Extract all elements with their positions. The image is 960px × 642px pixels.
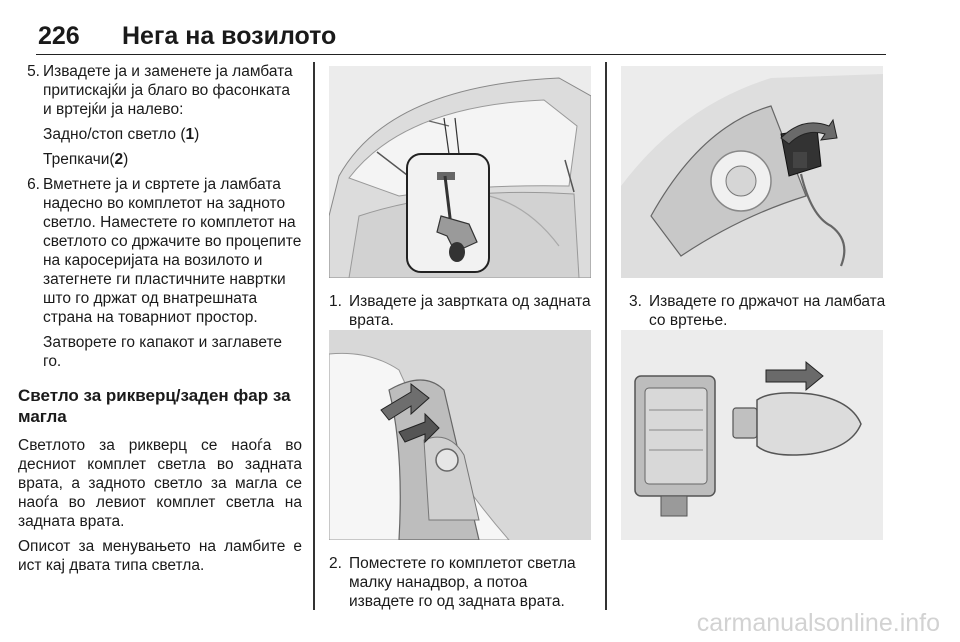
paragraph-location: Светлото за рикверц се наоѓа во десниот комплет светла во задната врата, а задното светло за магла се наоѓа во левиот комплет светла на задната врата.	[18, 437, 302, 530]
figure-3-caption	[629, 292, 891, 330]
paragraph-description: Описот за менувањето на ламбите е ист кај двата типа светла.	[18, 538, 302, 574]
step-5-sub-indicator	[18, 150, 302, 169]
caption-3-text: Извадете го држачот на ламбата со вртење.	[649, 293, 886, 329]
caption-3-number: 3.	[629, 293, 642, 310]
tail-light-label: Задно/стоп светло (	[43, 126, 186, 143]
tail-light-ref: 1	[185, 126, 195, 143]
light-unit-illustration	[329, 330, 591, 540]
tail-light-suffix: )	[194, 126, 200, 143]
column-divider-left	[313, 62, 315, 610]
caption-1-text: Извадете ја завртката од задната врата.	[349, 293, 591, 329]
bulb-illustration	[621, 330, 883, 540]
step-5-text: Извадете ја и заменете ја ламбата притискајќи ја благо во фасонката и вртејќи ја налево:	[43, 63, 293, 118]
caption-2-number: 2.	[329, 555, 342, 572]
bulb-holder-illustration	[621, 66, 883, 278]
section-heading: Светло за рикверц/заден фар за магла	[18, 386, 291, 426]
step-5-number: 5.	[27, 63, 40, 80]
step-5	[18, 62, 302, 119]
page-header	[36, 6, 886, 55]
figure-2-caption	[329, 554, 591, 611]
figure-bulb-holder	[621, 66, 883, 278]
caption-1-number: 1.	[329, 293, 342, 310]
indicator-ref: 2	[114, 151, 124, 168]
column-divider-right	[605, 62, 607, 610]
figure-light-unit-removal	[329, 330, 591, 540]
figure-1-caption	[329, 292, 591, 330]
tailgate-illustration	[329, 66, 591, 278]
step-6-sub: Затворете го капакот и заглавете го.	[43, 334, 283, 370]
indicator-label: Трепкачи(	[43, 151, 115, 168]
watermark: carmanualsonline.info	[696, 609, 940, 637]
page-number: 226	[38, 22, 80, 50]
step-6-text: Вметнете ја и свртете ја ламбата надесно во комплетот на задното светло. Наместете го комплетот на светлото со држачите во процепите на каросеријата на возилото и затегнете ги пластичните навртки што го држат од внатрешната страна на товарниот простор.	[43, 176, 302, 326]
indicator-suffix: )	[123, 151, 129, 168]
step-6	[18, 175, 302, 327]
figure-tailgate-screw	[329, 66, 591, 278]
page-title: Нега на возилото	[122, 22, 337, 50]
figure-bulb-replacement	[621, 330, 883, 540]
step-5-sub-tail-light	[18, 125, 302, 144]
step-6-number: 6.	[27, 176, 40, 193]
left-column	[18, 62, 302, 581]
caption-2-text: Поместете го комплетот светла малку нанадвор, а потоа извадете го од задната врата.	[349, 555, 576, 610]
